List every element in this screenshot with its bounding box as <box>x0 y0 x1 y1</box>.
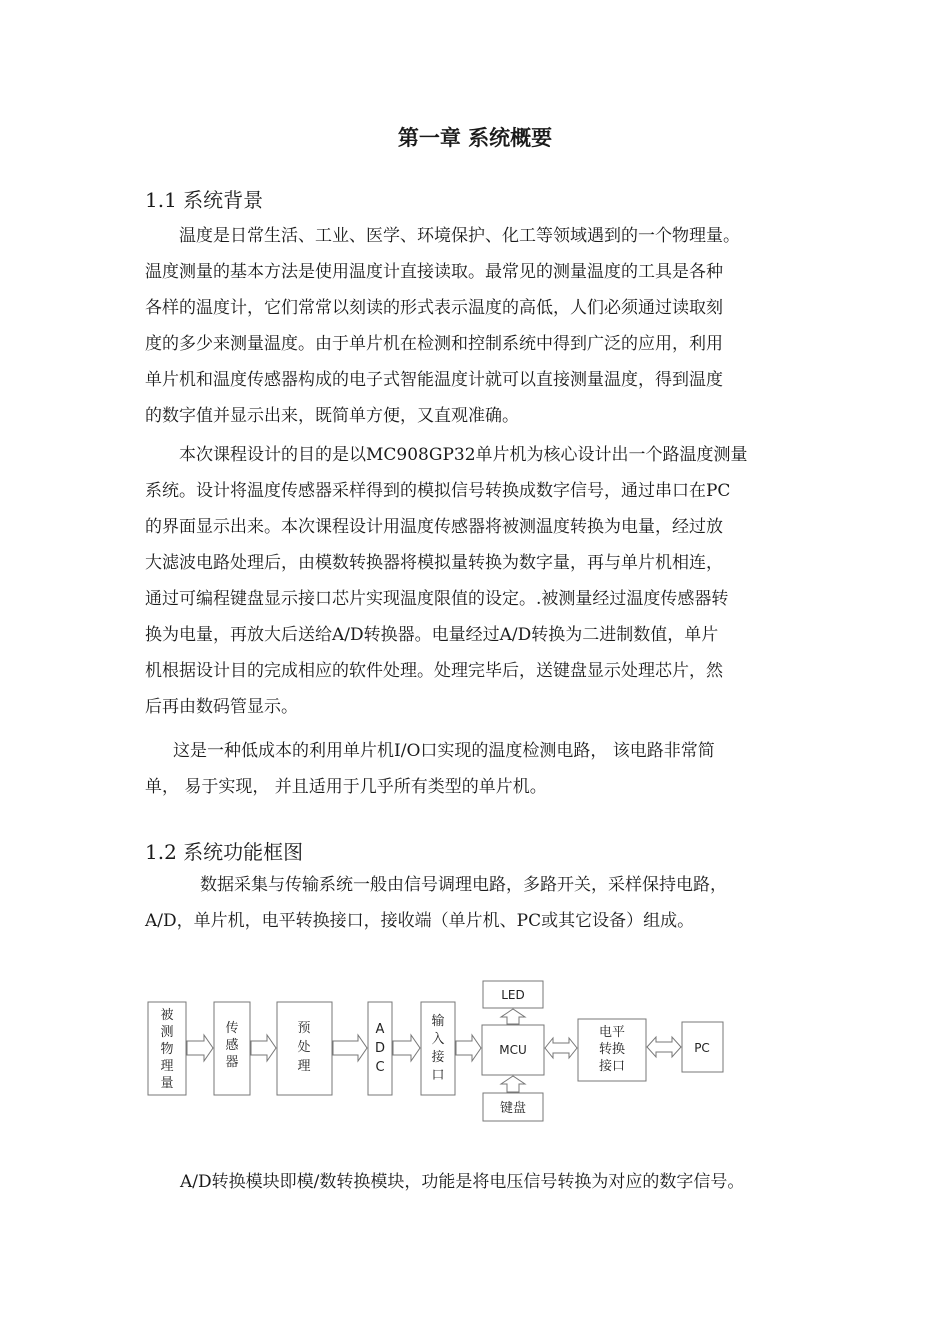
label-measured-3: 物 <box>160 1042 174 1057</box>
label-mcu: MCU <box>499 1043 527 1057</box>
label-measured-2: 测 <box>160 1025 174 1040</box>
arrow-right-5 <box>456 1035 481 1061</box>
chapter-title: 第一章 系统概要 <box>397 126 553 150</box>
system-block-diagram <box>140 975 740 1135</box>
label-sensor-3: 器 <box>225 1055 239 1070</box>
label-sensor-1: 传 <box>225 1021 239 1036</box>
label-measured-4: 理 <box>160 1059 174 1074</box>
arrow-double-level-pc <box>647 1037 681 1057</box>
label-level-3: 接口 <box>598 1059 626 1074</box>
paragraph-background-1 <box>145 218 825 434</box>
text-line: 通过可编程键盘显示接口芯片实现温度限值的设定。.被测量经过温度传感器转 <box>145 589 729 609</box>
label-input-1: 输 <box>431 1014 445 1029</box>
label-input-4: 口 <box>431 1068 445 1083</box>
paragraph-diagram-intro <box>145 867 825 939</box>
section-heading-diagram: 1.2 系统功能框图 <box>145 840 304 864</box>
arrow-double-mcu-level <box>545 1038 577 1058</box>
label-sensor-2: 感 <box>225 1038 239 1053</box>
label-measured-5: 量 <box>160 1076 174 1091</box>
paragraph-background-2 <box>145 437 825 725</box>
text-line: 系统。设计将温度传感器采样得到的模拟信号转换成数字信号，通过串口在PC <box>145 481 731 501</box>
text-line: 单， 易于实现， 并且适用于几乎所有类型的单片机。 <box>145 777 547 797</box>
text-line: 度的多少来测量温度。由于单片机在检测和控制系统中得到广泛的应用，利用 <box>145 334 723 354</box>
label-adc-1: A <box>375 1022 385 1037</box>
text-line: 机根据设计目的完成相应的软件处理。处理完毕后，送键盘显示处理芯片，然 <box>145 661 723 681</box>
text-line: 大滤波电路处理后，由模数转换器将模拟量转换为数字量，再与单片机相连， <box>145 553 723 573</box>
diagram-caption: A/D转换模块即模/数转换模块，功能是将电压信号转换为对应的数字信号。 <box>180 1172 745 1192</box>
text-line: 温度测量的基本方法是使用温度计直接读取。最常见的测量温度的工具是各种 <box>145 262 723 282</box>
arrow-up-mcu <box>501 1076 525 1092</box>
label-preprocess-2: 处 <box>297 1040 311 1055</box>
text-line: 本次课程设计的目的是以MC908GP32单片机为核心设计出一个路温度测量 <box>179 445 748 465</box>
label-level-1: 电平 <box>598 1025 626 1040</box>
text-line: 数据采集与传输系统一般由信号调理电路，多路开关，采样保持电路， <box>200 875 727 895</box>
label-pc: PC <box>694 1041 710 1055</box>
label-measured-1: 被 <box>160 1008 174 1023</box>
text-line: 单片机和温度传感器构成的电子式智能温度计就可以直接测量温度，得到温度 <box>145 370 723 390</box>
text-line: 这是一种低成本的利用单片机I/O口实现的温度检测电路， 该电路非常简 <box>173 741 715 761</box>
label-input-3: 接 <box>431 1050 445 1065</box>
text-line: 换为电量，再放大后送给A/D转换器。电量经过A/D转换为二进制数值，单片 <box>145 625 719 645</box>
label-keyboard: 键盘 <box>499 1101 527 1116</box>
text-line: 后再由数码管显示。 <box>145 697 298 717</box>
arrow-right-2 <box>251 1035 276 1061</box>
arrow-right-3 <box>333 1035 367 1061</box>
text-line: 温度是日常生活、工业、医学、环境保护、化工等领域遇到的一个物理量。 <box>179 226 740 246</box>
arrow-up-led <box>501 1009 525 1024</box>
text-line: A/D，单片机，电平转换接口，接收端（单片机、PC或其它设备）组成。 <box>145 911 695 931</box>
label-preprocess-3: 理 <box>297 1059 311 1074</box>
paragraph-background-3 <box>145 733 825 805</box>
label-adc-2: D <box>374 1041 386 1056</box>
text-line: 的界面显示出来。本次课程设计用温度传感器将被测温度转换为电量，经过放 <box>145 517 723 537</box>
label-adc-3: C <box>375 1060 385 1075</box>
label-led: LED <box>501 988 525 1002</box>
label-preprocess-1: 预 <box>297 1021 311 1036</box>
text-line: 各样的温度计，它们常常以刻读的形式表示温度的高低，人们必须通过读取刻 <box>145 298 723 318</box>
arrow-right-4 <box>393 1035 420 1061</box>
section-heading-background: 1.1 系统背景 <box>145 188 264 212</box>
arrow-right-1 <box>187 1035 213 1061</box>
label-input-2: 入 <box>431 1032 445 1047</box>
text-line: 的数字值并显示出来，既简单方便，又直观准确。 <box>145 406 519 426</box>
label-level-2: 转换 <box>598 1042 626 1057</box>
